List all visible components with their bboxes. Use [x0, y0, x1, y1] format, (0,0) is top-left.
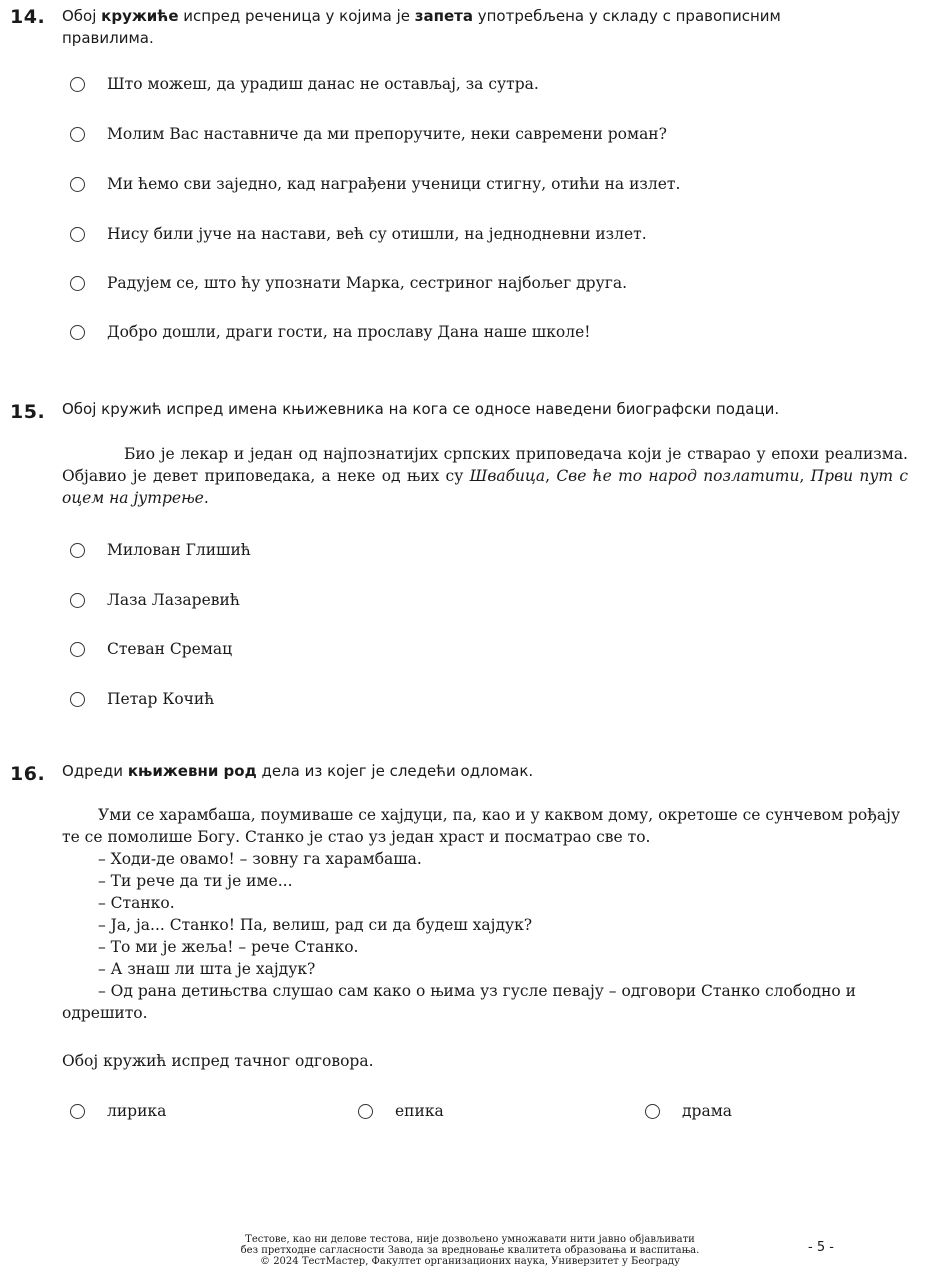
radio-circle[interactable]: [645, 1104, 660, 1119]
radio-circle[interactable]: [70, 593, 85, 608]
answer-option[interactable]: [70, 690, 214, 708]
radio-circle[interactable]: [70, 227, 85, 242]
question-number: 15.: [10, 401, 46, 423]
option-label: драма: [682, 1102, 733, 1120]
work-title: Први пут с оцем на јутрење: [62, 467, 909, 507]
radio-circle[interactable]: [70, 177, 85, 192]
excerpt-line: – Станко.: [98, 894, 175, 912]
answer-option[interactable]: [70, 274, 627, 292]
copyright-footer: [200, 1234, 740, 1267]
work-title: Све ће то народ позлатити: [556, 467, 800, 485]
radio-circle[interactable]: [70, 642, 85, 657]
option-label: Стеван Сремац: [107, 640, 233, 658]
question-instruction: Обој кружиће испред реченица у којима је запета употребљена у складу с правописним правилима.: [62, 7, 781, 47]
excerpt-line: Уми се харамбаша, поумиваше се хајдуци, па, као и у каквом дому, окретоше се сунчевом рођају те се помолише Богу. Станко је стао уз један храст и посматрао све то.: [62, 806, 901, 846]
radio-circle[interactable]: [70, 276, 85, 291]
excerpt-line: – Ходи-де овамо! – зовну га харамбаша.: [98, 850, 422, 868]
option-label: Радујем се, што ћу упознати Марка, сестриног најбољег друга.: [107, 274, 628, 292]
footer-line: © 2024 ТестМастер, Факултет организационих наука, Универзитет у Београду: [260, 1256, 680, 1267]
answer-option[interactable]: [70, 541, 251, 559]
option-label: епика: [395, 1102, 444, 1120]
answer-option[interactable]: [70, 75, 539, 93]
radio-circle[interactable]: [70, 692, 85, 707]
radio-circle[interactable]: [70, 543, 85, 558]
option-label: Молим Вас наставниче да ми препоручите, неки савремени роман?: [107, 125, 667, 143]
answer-option[interactable]: [70, 323, 590, 341]
question-number: 16.: [10, 763, 46, 785]
answer-option[interactable]: [70, 591, 240, 609]
radio-circle[interactable]: [358, 1104, 373, 1119]
question-number: 14.: [10, 6, 46, 28]
story-excerpt: [62, 804, 908, 1024]
radio-circle[interactable]: [70, 127, 85, 142]
answer-option[interactable]: [70, 125, 667, 143]
option-label: Лаза Лазаревић: [107, 591, 240, 609]
question-instruction: Одреди књижевни род дела из којег је следећи одломак.: [62, 762, 534, 780]
option-label: Нису били јуче на настави, већ су отишли, на једнодневни излет.: [107, 225, 647, 243]
page-number: - 5 -: [808, 1240, 834, 1255]
option-label: лирика: [107, 1102, 167, 1120]
biography-passage: Био је лекар и један од најпознатијих српских приповедача који је стварао у епохи реализма. Објавио је девет приповедака, а неке од њих су Швабица, Све ће то народ позлатити, Први пут с оцем на јутрење.: [62, 445, 909, 507]
option-label: Ми ћемо сви заједно, кад награђени ученици стигну, отићи на излет.: [107, 175, 681, 193]
answer-option[interactable]: [645, 1102, 732, 1120]
excerpt-line: – То ми је жеља! – рече Станко.: [98, 938, 359, 956]
excerpt-line: – Ти рече да ти је име...: [98, 872, 293, 890]
footer-line: без претходне сагласности Завода за вредновање квалитета образовања и васпитања.: [240, 1245, 700, 1256]
footer-line: Тестове, као ни делове тестова, није дозвољено умножавати нити јавно објављивати: [245, 1234, 695, 1245]
answer-option[interactable]: [70, 175, 680, 193]
answer-option[interactable]: [358, 1102, 444, 1120]
sub-instruction: Обој кружић испред тачног одговора.: [62, 1052, 374, 1070]
excerpt-line: – Ја, ја... Станко! Па, велиш, рад си да будеш хајдук?: [98, 916, 533, 934]
radio-circle[interactable]: [70, 1104, 85, 1119]
answer-option[interactable]: [70, 1102, 166, 1120]
radio-circle[interactable]: [70, 325, 85, 340]
option-label: Добро дошли, драги гости, на прославу Дана наше школе!: [107, 323, 591, 341]
answer-option[interactable]: [70, 640, 232, 658]
answer-option[interactable]: [70, 225, 647, 243]
option-label: Петар Кочић: [107, 690, 215, 708]
work-title: Швабица: [469, 467, 546, 485]
option-label: Милован Глишић: [107, 541, 251, 559]
question-instruction: Обој кружић испред имена књижевника на кога се односе наведени биографски подаци.: [62, 400, 780, 418]
option-label: Што можеш, да урадиш данас не остављај, за сутра.: [107, 75, 539, 93]
excerpt-line: – Од рана детињства слушао сам како о њима уз гусле певају – одговори Станко слободно и одрешито.: [62, 982, 856, 1022]
excerpt-line: – А знаш ли шта је хајдук?: [98, 960, 316, 978]
radio-circle[interactable]: [70, 77, 85, 92]
